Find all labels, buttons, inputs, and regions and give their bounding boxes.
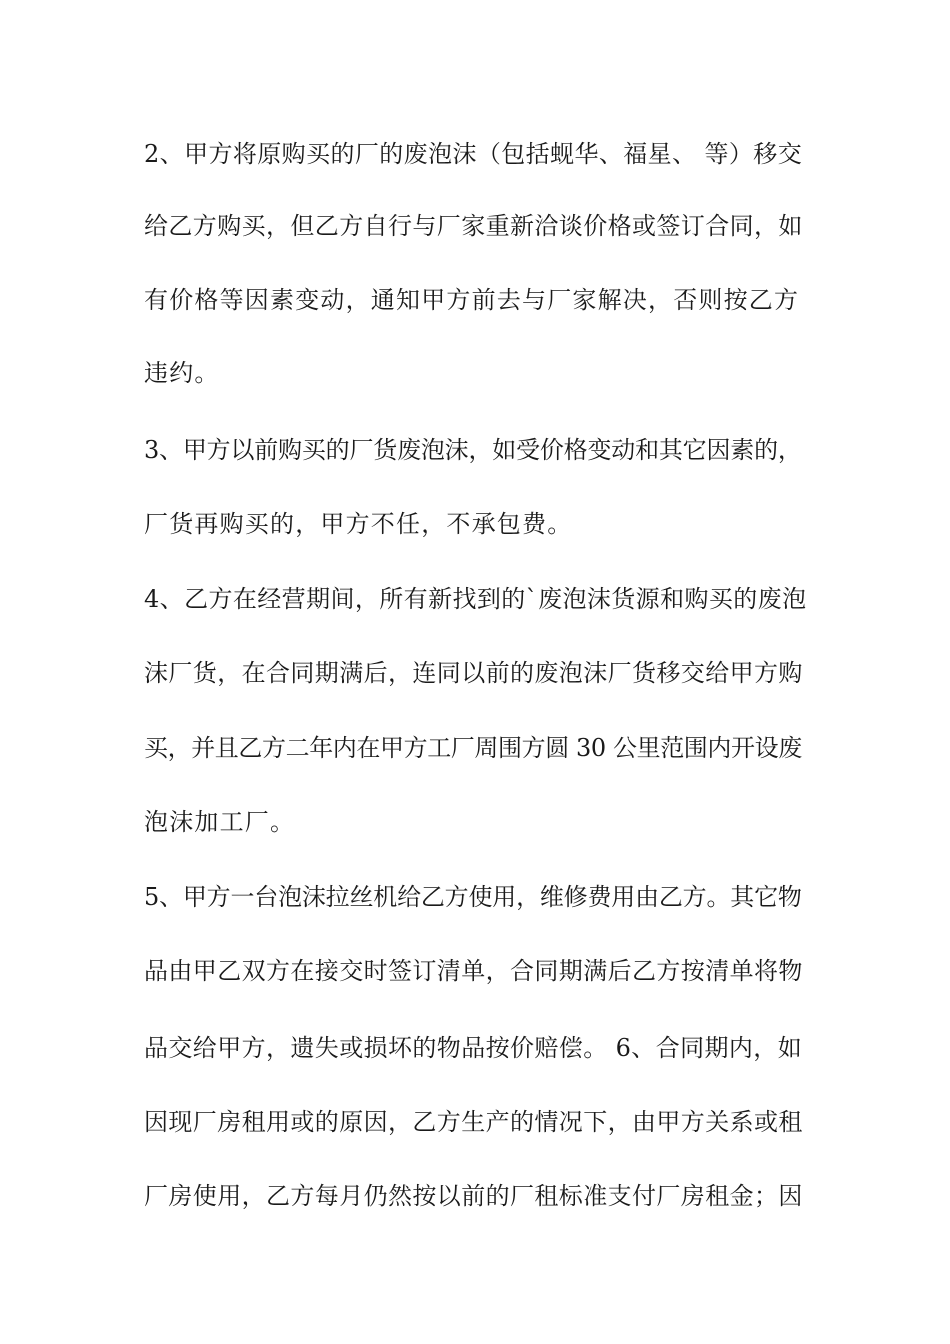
text-line: 品交给甲方，遗失或损坏的物品按价赔偿。 6、合同期内，如 xyxy=(144,1034,803,1062)
text-line: 买，并且乙方二年内在甲方工厂周围方圆 30 公里范围内开设废 xyxy=(144,734,802,762)
text-line: 品由甲乙双方在接交时签订清单，合同期满后乙方按清单将物 xyxy=(144,957,803,985)
text-line: 厂货再购买的，甲方不任，不承包费。 xyxy=(144,510,573,538)
text-line: 违约。 xyxy=(144,359,220,387)
text-line: 2、甲方将原购买的厂的废泡沫（包括蚬华、福星、 等）移交 xyxy=(144,140,803,168)
text-line: 因现厂房租用或的原因，乙方生产的情况下，由甲方关系或租 xyxy=(144,1108,803,1136)
text-line: 沫厂货，在合同期满后，连同以前的废泡沫厂货移交给甲方购 xyxy=(144,659,803,687)
text-line: 有价格等因素变动，通知甲方前去与厂家解决，否则按乙方 xyxy=(144,286,800,314)
text-line: 厂房使用，乙方每月仍然按以前的厂租标准支付厂房租金；因 xyxy=(144,1182,803,1210)
text-line: 3、甲方以前购买的厂货废泡沫，如受价格变动和其它因素的， xyxy=(144,436,802,464)
text-line: 5、甲方一台泡沫拉丝机给乙方使用，维修费用由乙方。其它物 xyxy=(144,883,802,911)
text-line: 4、乙方在经营期间，所有新找到的`废泡沫货源和购买的废泡 xyxy=(144,585,807,613)
text-line: 泡沫加工厂。 xyxy=(144,808,296,836)
text-line: 给乙方购买，但乙方自行与厂家重新洽谈价格或签订合同，如 xyxy=(144,212,803,240)
